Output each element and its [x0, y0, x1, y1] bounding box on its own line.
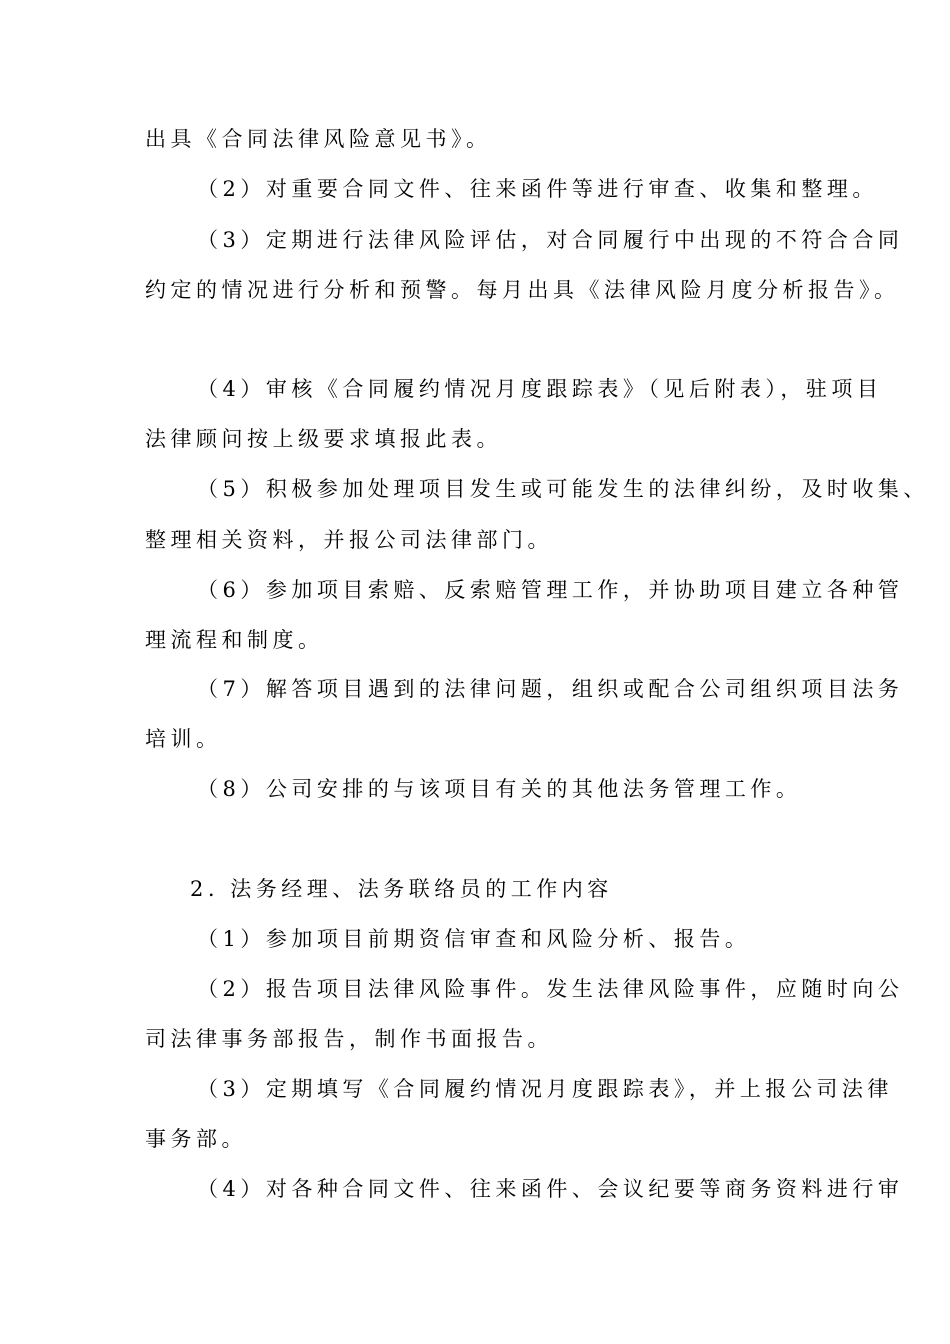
section-heading: 2. 法务经理、法务联络员的工作内容 [190, 877, 613, 901]
text-line: （1）参加项目前期资信审查和风险分析、报告。 [197, 927, 751, 951]
text-line: （4）审核《合同履约情况月度跟踪表》（见后附表），驻项目 [197, 377, 883, 401]
text-line: 司法律事务部报告，制作书面报告。 [145, 1027, 553, 1051]
text-line: 约定的情况进行分析和预警。每月出具《法律风险月度分析报告》。 [145, 278, 900, 302]
text-line: （3）定期填写《合同履约情况月度跟踪表》，并上报公司法律 [197, 1077, 893, 1101]
text-line: （3）定期进行法律风险评估，对合同履行中出现的不符合合同 [197, 228, 904, 252]
text-line: （2）报告项目法律风险事件。发生法律风险事件，应随时向公 [197, 977, 904, 1001]
text-line: （7）解答项目遇到的法律问题，组织或配合公司组织项目法务 [197, 677, 904, 701]
text-line: （6）参加项目索赔、反索赔管理工作，并协助项目建立各种管 [197, 578, 904, 602]
text-line: 理流程和制度。 [145, 628, 324, 652]
text-line: 事务部。 [145, 1127, 247, 1151]
text-line: （4）对各种合同文件、往来函件、会议纪要等商务资料进行审 [197, 1177, 904, 1201]
text-line: 培训。 [145, 727, 222, 751]
text-line: 出具《合同法律风险意见书》。 [145, 127, 492, 151]
text-line: 法律顾问按上级要求填报此表。 [145, 427, 502, 451]
text-line: 整理相关资料，并报公司法律部门。 [145, 528, 553, 552]
text-line: （8）公司安排的与该项目有关的其他法务管理工作。 [197, 777, 802, 801]
text-line: （5）积极参加处理项目发生或可能发生的法律纠纷，及时收集、 [197, 477, 929, 501]
text-line: （2）对重要合同文件、往来函件等进行审查、收集和整理。 [197, 177, 878, 201]
